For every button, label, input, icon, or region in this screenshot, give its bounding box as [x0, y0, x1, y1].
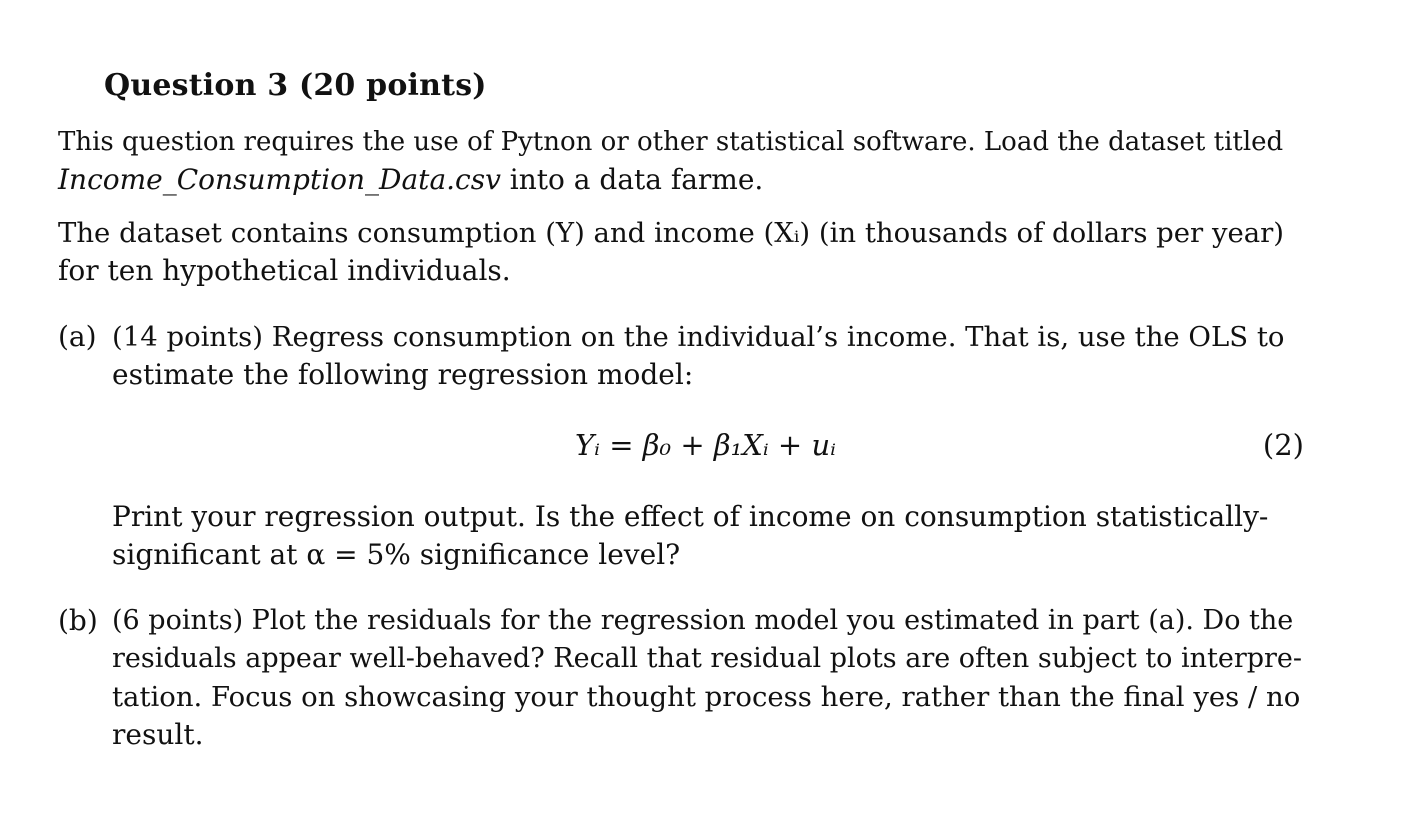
part-b-line-2: residuals appear well-behaved? Recall that residual plots are often subject to interpre- [112, 643, 1303, 674]
part-a-line-2: estimate the following regression model: [112, 358, 694, 391]
dataset-paragraph [58, 214, 1304, 290]
part-a-marker: (a) [58, 320, 97, 353]
part-a-text [112, 318, 1304, 394]
question-title: Question 3 (20 points) [104, 68, 487, 103]
part-a-line-1: (14 points) Regress consumption on the individual’s income. That is, use the OLS to [112, 321, 1285, 353]
intro-line-2: Income_Consumption_Data.csv into a data farme. [58, 163, 764, 196]
regression-equation: Yᵢ = β₀ + β₁Xᵢ + uᵢ [575, 428, 836, 462]
part-b-line-3: tation. Focus on showcasing your thought process here, rather than the final yes / no [112, 681, 1301, 713]
part-b-line-4: result. [112, 718, 204, 751]
part-a-line-3: Print your regression output. Is the effect of income on consumption statistically- [112, 500, 1269, 533]
dataset-line-1: The dataset contains consumption (Y) and income (Xᵢ) (in thousands of dollars per year) [58, 217, 1285, 249]
part-b-marker: (b) [58, 604, 98, 637]
part-b-text [112, 602, 1304, 754]
dataset-line-2: for ten hypothetical individuals. [58, 254, 511, 287]
intro-paragraph [58, 123, 1304, 199]
equation-number: (2) [1262, 428, 1304, 462]
dataset-filename: Income_Consumption_Data.csv [58, 163, 501, 196]
part-a-line-4: significant at α = 5% significance level? [112, 538, 681, 571]
intro-line-1: This question requires the use of Pytnon or other statistical software. Load the dataset titled [58, 127, 1284, 157]
part-b-line-1: (6 points) Plot the residuals for the regression model you estimated in part (a). Do the [112, 605, 1294, 636]
